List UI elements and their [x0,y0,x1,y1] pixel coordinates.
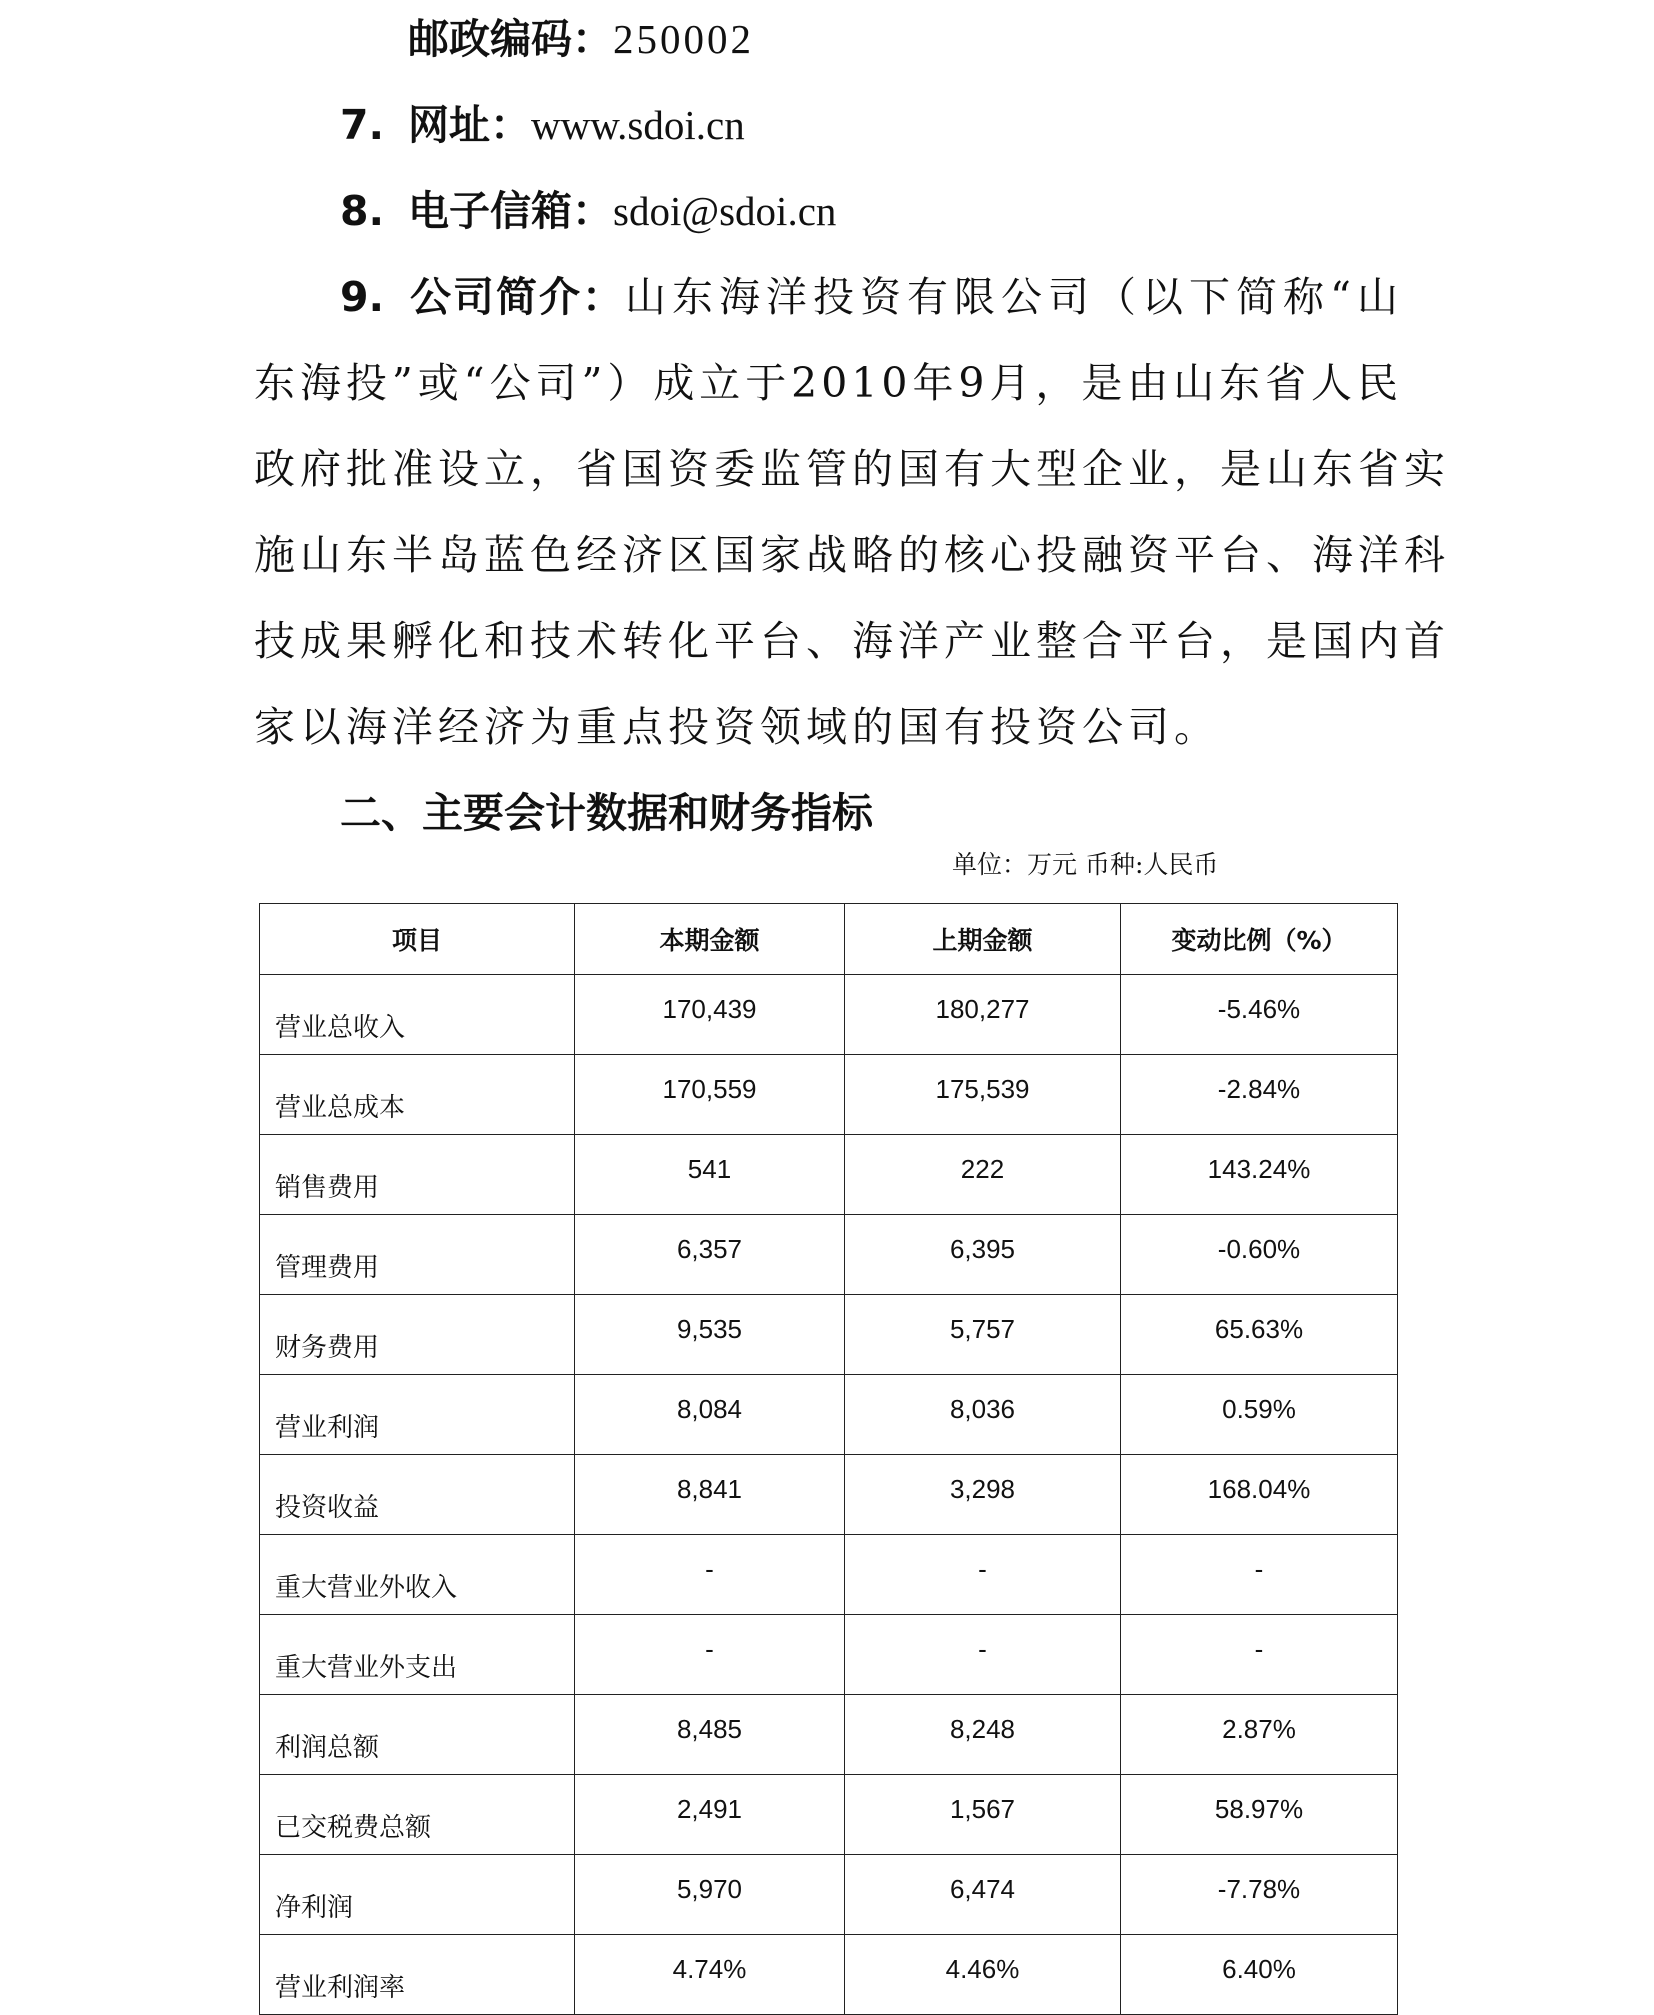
row-current-amount: 8,485 [575,1695,845,1775]
row-item: 净利润 [260,1855,575,1935]
intro-line-3: 政府批准设立，省国资委监管的国有大型企业，是山东省实 [254,445,1450,493]
intro-line-6: 家以海洋经济为重点投资领域的国有投资公司。 [254,703,1220,751]
website-value: www.sdoi.cn [531,102,745,148]
row-previous-amount: - [845,1615,1121,1695]
postal-code-line [408,14,754,64]
row-item: 管理费用 [260,1215,575,1295]
row-item: 销售费用 [260,1135,575,1215]
header-current-amount: 本期金额 [575,904,845,975]
row-current-amount: 5,970 [575,1855,845,1935]
row-current-amount: 170,439 [575,975,845,1055]
row-item: 已交税费总额 [260,1775,575,1855]
row-current-amount: 8,084 [575,1375,845,1455]
row-change-ratio: -5.46% [1121,975,1398,1055]
row-previous-amount: 6,474 [845,1855,1121,1935]
intro-label: 公司简介： [408,273,626,321]
row-previous-amount: 8,248 [845,1695,1121,1775]
header-item: 项目 [260,904,575,975]
intro-line-2: 东海投”或“公司”）成立于2010年9月，是由山东省人民 [254,359,1402,407]
row-change-ratio: -2.84% [1121,1055,1398,1135]
row-item: 利润总额 [260,1695,575,1775]
financial-table [259,903,1398,2015]
website-line [340,100,745,150]
email-line [340,186,836,236]
row-previous-amount: 4.46% [845,1935,1121,2015]
row-previous-amount: 8,036 [845,1375,1121,1455]
table-row [260,1295,1398,1375]
intro-line-1 [340,272,1402,322]
row-item: 营业总收入 [260,975,575,1055]
intro-line-4: 施山东半岛蓝色经济区国家战略的核心投融资平台、海洋科 [254,531,1450,579]
email-number: 8. [340,187,385,235]
table-header-row [260,904,1398,975]
row-change-ratio: 0.59% [1121,1375,1398,1455]
email-value: sdoi@sdoi.cn [613,188,837,234]
row-previous-amount: 3,298 [845,1455,1121,1535]
header-change-ratio: 变动比例（%） [1121,904,1398,975]
row-change-ratio: - [1121,1615,1398,1695]
table-row [260,1775,1398,1855]
row-item: 重大营业外支出 [260,1615,575,1695]
row-previous-amount: 6,395 [845,1215,1121,1295]
table-body [260,975,1398,2015]
row-previous-amount: 180,277 [845,975,1121,1055]
table-row [260,1695,1398,1775]
table-row [260,1855,1398,1935]
postal-code-label: 邮政编码： [408,15,613,63]
unit-note: 单位：万元 币种:人民币 [952,850,1219,879]
row-current-amount: 2,491 [575,1775,845,1855]
row-current-amount: 170,559 [575,1055,845,1135]
row-previous-amount: 222 [845,1135,1121,1215]
row-item: 营业总成本 [260,1055,575,1135]
table-row [260,1375,1398,1455]
email-label: 电子信箱： [408,187,613,235]
row-change-ratio: -7.78% [1121,1855,1398,1935]
postal-code-value: 250002 [613,16,754,62]
row-item: 营业利润 [260,1375,575,1455]
row-current-amount: 4.74% [575,1935,845,2015]
row-change-ratio: -0.60% [1121,1215,1398,1295]
row-item: 重大营业外收入 [260,1535,575,1615]
row-current-amount: 6,357 [575,1215,845,1295]
row-current-amount: 9,535 [575,1295,845,1375]
row-change-ratio: 168.04% [1121,1455,1398,1535]
row-previous-amount: 1,567 [845,1775,1121,1855]
row-item: 财务费用 [260,1295,575,1375]
table-row [260,1535,1398,1615]
row-change-ratio: 143.24% [1121,1135,1398,1215]
table-row [260,1935,1398,2015]
row-change-ratio: - [1121,1535,1398,1615]
intro-text-1: 山东海洋投资有限公司（以下简称“山 [625,273,1402,321]
row-current-amount: 8,841 [575,1455,845,1535]
table-row [260,1215,1398,1295]
table-row [260,1055,1398,1135]
row-current-amount: - [575,1615,845,1695]
row-current-amount: 541 [575,1135,845,1215]
section-title: 二、主要会计数据和财务指标 [340,789,873,837]
header-previous-amount: 上期金额 [845,904,1121,975]
website-label: 网址： [408,101,531,149]
website-number: 7. [340,101,385,149]
row-previous-amount: 175,539 [845,1055,1121,1135]
table-row [260,1135,1398,1215]
row-change-ratio: 58.97% [1121,1775,1398,1855]
row-current-amount: - [575,1535,845,1615]
row-change-ratio: 2.87% [1121,1695,1398,1775]
table-row [260,1455,1398,1535]
intro-number: 9. [340,273,385,321]
row-previous-amount: 5,757 [845,1295,1121,1375]
row-change-ratio: 65.63% [1121,1295,1398,1375]
row-item: 营业利润率 [260,1935,575,2015]
row-previous-amount: - [845,1535,1121,1615]
row-item: 投资收益 [260,1455,575,1535]
intro-line-5: 技成果孵化和技术转化平台、海洋产业整合平台，是国内首 [254,617,1450,665]
table-row [260,1615,1398,1695]
row-change-ratio: 6.40% [1121,1935,1398,2015]
table-row [260,975,1398,1055]
